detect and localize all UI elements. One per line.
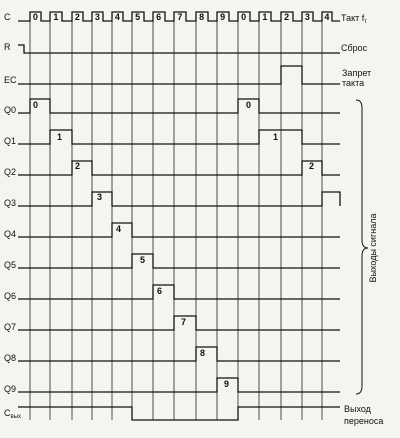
clock-period-number: 5 [135,12,141,22]
waveforms [18,12,340,420]
q7-waveform [18,316,340,330]
clock-period-number: 3 [94,12,100,22]
clock-period-number: 2 [74,12,80,22]
signal-names [4,12,21,420]
signal-name-ec: EC [4,75,17,85]
clock-period-number: 2 [284,12,290,22]
signal-name-c: C [4,12,11,22]
signal-name-q9: Q9 [4,384,17,394]
q8-waveform [18,347,340,361]
q0-pulse-label-first: 0 [33,100,39,110]
signal-name-q6: Q6 [4,291,17,301]
q2-pulse-label-first: 2 [75,161,81,171]
signal-name-q1: Q1 [4,136,17,146]
carry-out-waveform [18,407,340,420]
q3-waveform [18,192,340,206]
q0-pulse-label-second: 0 [246,100,252,110]
signal-name-q4: Q4 [4,229,17,239]
q5-waveform [18,254,340,268]
clock-period-number: 0 [32,12,38,22]
signal-name-cout-main: C [4,408,11,418]
reset-waveform [18,45,340,53]
clock-period-number: 3 [304,12,310,22]
q7-pulse-label: 7 [181,317,187,327]
outputs-label: Выходы сигнала [368,213,378,283]
q6-waveform [18,285,340,299]
clock-period-number: 8 [199,12,205,22]
reset-label: Сброс [341,43,368,53]
clock-period-number: 4 [114,12,120,22]
q4-pulse-label: 4 [116,224,122,234]
q2-pulse-label-second: 2 [309,161,315,171]
outputs-brace [356,100,368,394]
signal-name-q7: Q7 [4,322,17,332]
clock-period-number: 9 [220,12,226,22]
clock-period-number: 1 [262,12,268,22]
clock-disable-label-line2: такта [342,78,365,88]
q1-waveform [18,130,340,144]
q0-waveform [18,99,340,113]
carry-label-line1: Выход [344,404,371,414]
signal-name-r: R [4,42,11,52]
q8-pulse-label: 8 [200,348,206,358]
clock-label [341,13,367,25]
clock-label-main: Такт f [341,13,365,23]
q3-pulse-label: 3 [97,192,103,202]
signal-name-q3: Q3 [4,198,17,208]
q2-waveform [18,161,340,175]
q1-pulse-label-second: 1 [273,132,279,142]
clock-label-sub: т [364,19,368,25]
signal-name-cout [4,408,21,420]
q4-waveform [18,223,340,237]
ec-waveform [18,66,340,84]
clock-period-number: 6 [156,12,162,22]
clock-disable-label-line1: Запрет [342,68,372,78]
carry-label-line2: переноса [344,416,384,426]
q6-pulse-label: 6 [157,286,163,296]
clock-period-number: 7 [177,12,183,22]
signal-name-q8: Q8 [4,353,17,363]
clock-period-number: 1 [53,12,59,22]
q1-pulse-label-first: 1 [57,132,63,142]
signal-name-cout-sub: вых [10,414,21,420]
clock-period-number: 0 [241,12,247,22]
clock-period-numbers [33,12,329,22]
clock-edge-guides [30,12,322,420]
signal-name-q0: Q0 [4,105,17,115]
signal-name-q5: Q5 [4,260,17,270]
q5-pulse-label: 5 [140,255,146,265]
clock-period-number: 4 [324,12,330,22]
signal-name-q2: Q2 [4,167,17,177]
q9-pulse-label: 9 [224,379,230,389]
q9-waveform [18,378,340,392]
